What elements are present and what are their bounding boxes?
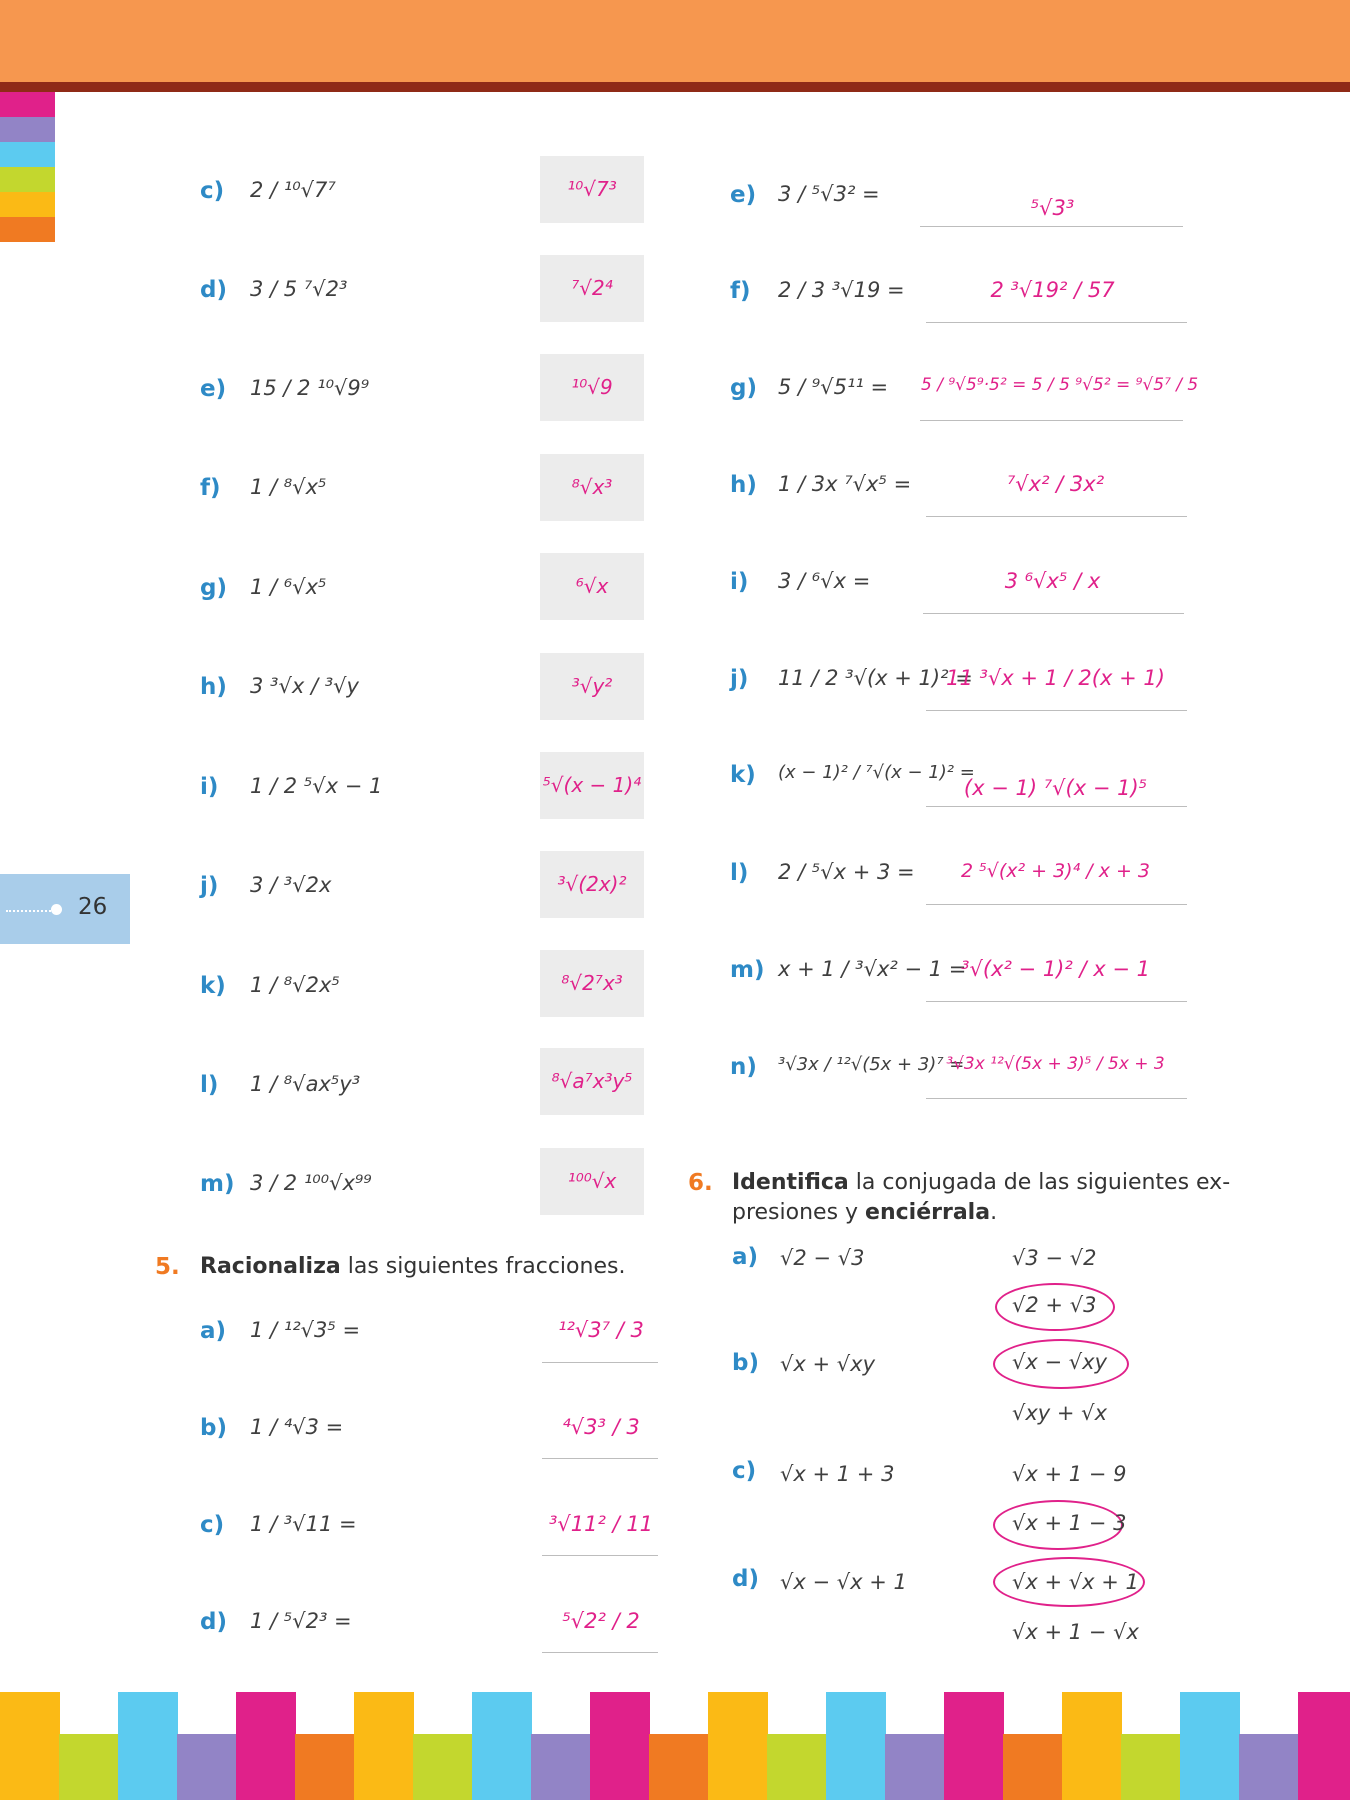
answer-value: ¹⁰√7³ [567, 177, 617, 201]
left-item-expression: 3 / 2 ¹⁰⁰√x⁹⁹ [250, 1171, 372, 1195]
page-number-tab [0, 874, 130, 944]
section-6-item-label: c) [732, 1458, 757, 1484]
bottom-color-stripes [0, 1692, 1350, 1800]
color-tabs [0, 92, 55, 242]
answer-value: ⁸√a⁷x³y⁵ [551, 1069, 633, 1093]
section-6-title-end: . [990, 1200, 998, 1225]
right-item-label: m) [730, 957, 765, 983]
answer-line [926, 1098, 1187, 1099]
left-item-label: f) [200, 475, 221, 501]
left-item-expression: 1 / ⁶√x⁵ [250, 575, 327, 599]
answer-line [926, 904, 1187, 905]
bottom-stripe [1180, 1692, 1240, 1800]
bottom-stripe [531, 1734, 591, 1800]
color-tab [0, 92, 55, 117]
left-item-label: m) [200, 1171, 235, 1197]
left-item-expression: 1 / 2 ⁵√x − 1 [250, 774, 383, 798]
bottom-stripe [944, 1692, 1004, 1800]
section-5-title-rest: las siguientes fracciones. [340, 1254, 626, 1279]
color-tab [0, 142, 55, 167]
answer-box [540, 950, 644, 1017]
left-item-expression: 3 / 5 ⁷√2³ [250, 277, 348, 301]
answer-box [540, 1148, 644, 1215]
bottom-stripe [118, 1692, 178, 1800]
conjugate-option-selected: √x + √x + 1 [1012, 1570, 1139, 1594]
bottom-stripe [826, 1692, 886, 1800]
answer-line [926, 710, 1187, 711]
answer-line [542, 1362, 658, 1363]
section-5-item-label: c) [200, 1512, 225, 1538]
answer-value: ⁵√(x − 1)⁴ [542, 773, 642, 797]
answer-box [540, 553, 644, 620]
bottom-stripe [767, 1734, 827, 1800]
right-item-label: g) [730, 375, 757, 401]
conjugate-option-selected: √x − √xy [1012, 1350, 1107, 1374]
right-item-answer: ³√3x ¹²√(5x + 3)⁵ / 5x + 3 [946, 1054, 1165, 1074]
bottom-stripe [1121, 1734, 1181, 1800]
answer-line [542, 1555, 658, 1556]
bottom-stripe [590, 1692, 650, 1800]
right-item-label: n) [730, 1054, 757, 1080]
section-6-item-expression: √2 − √3 [780, 1246, 865, 1270]
color-tab [0, 167, 55, 192]
right-item-answer: 2 ⁵√(x² + 3)⁴ / x + 3 [960, 860, 1151, 882]
right-item-expression: x + 1 / ³√x² − 1 = [778, 957, 967, 981]
page-tab-dot [51, 904, 62, 915]
right-item-expression: 3 / ⁵√3² = [778, 182, 880, 206]
answer-box [540, 156, 644, 223]
bottom-stripe [1298, 1692, 1350, 1800]
right-item-expression: 11 / 2 ³√(x + 1)² = [778, 666, 973, 690]
right-item-expression: 1 / 3x ⁷√x⁵ = [778, 472, 912, 496]
left-item-expression: 3 ³√x / ³√y [250, 674, 359, 698]
section-6-title-line-2 [732, 1200, 997, 1225]
section-5-item-answer: ³√11² / 11 [548, 1512, 654, 1536]
conjugate-option: √3 − √2 [1012, 1246, 1097, 1270]
section-5-item-answer: ⁴√3³ / 3 [562, 1415, 640, 1439]
answer-value: ⁸√2⁷x³ [561, 971, 623, 995]
answer-line [542, 1652, 658, 1653]
left-item-label: c) [200, 178, 225, 204]
conjugate-option-selected: √2 + √3 [1012, 1293, 1097, 1317]
right-item-answer: 11 ³√x + 1 / 2(x + 1) [946, 666, 1165, 690]
bottom-stripe [295, 1734, 355, 1800]
right-item-expression: 2 / 3 ³√19 = [778, 278, 905, 302]
bottom-stripe [708, 1692, 768, 1800]
bottom-stripe [472, 1692, 532, 1800]
section-6-title-line-1 [732, 1170, 1230, 1195]
right-item-expression: (x − 1)² / ⁷√(x − 1)² = [778, 762, 975, 783]
right-item-label: j) [730, 666, 749, 692]
bottom-stripe [236, 1692, 296, 1800]
section-6-title-start: presiones y [732, 1200, 866, 1225]
right-item-label: k) [730, 762, 756, 788]
right-item-answer: 3 ⁶√x⁵ / x [1004, 569, 1101, 593]
right-item-expression: 3 / ⁶√x = [778, 569, 871, 593]
right-item-answer: 2 ³√19² / 57 [990, 278, 1115, 302]
section-5-item-label: a) [200, 1318, 227, 1344]
answer-box [540, 354, 644, 421]
bottom-stripe [59, 1734, 119, 1800]
bottom-stripe [413, 1734, 473, 1800]
answer-line [920, 420, 1183, 421]
left-item-expression: 1 / ⁸√x⁵ [250, 475, 327, 499]
left-item-label: h) [200, 674, 227, 700]
section-6-item-label: b) [732, 1350, 759, 1376]
answer-box [540, 851, 644, 918]
left-item-label: l) [200, 1072, 219, 1098]
left-item-expression: 1 / ⁸√2x⁵ [250, 973, 340, 997]
color-tab [0, 217, 55, 242]
right-item-answer: 5 / ⁹√5⁹·5² = 5 / 5 ⁹√5² = ⁹√5⁷ / 5 [921, 375, 1199, 395]
right-item-label: e) [730, 182, 757, 208]
left-item-label: d) [200, 277, 227, 303]
right-item-answer: ⁵√3³ [1030, 196, 1075, 220]
answer-box [540, 653, 644, 720]
left-item-label: g) [200, 575, 227, 601]
left-item-expression: 15 / 2 ¹⁰√9⁹ [250, 376, 370, 400]
bottom-stripe [885, 1734, 945, 1800]
right-item-label: i) [730, 569, 749, 595]
answer-line [926, 806, 1187, 807]
section-6-title-rest: la conjugada de las siguientes ex- [848, 1170, 1231, 1195]
section-6-item-expression: √x − √x + 1 [780, 1570, 907, 1594]
section-6-title-bold-2: enciérrala [865, 1200, 991, 1225]
left-item-expression: 2 / ¹⁰√7⁷ [250, 178, 336, 202]
section-5-title-bold: Racionaliza [200, 1254, 341, 1279]
left-item-expression: 3 / ³√2x [250, 873, 332, 897]
bottom-stripe [177, 1734, 237, 1800]
answer-box [540, 255, 644, 322]
right-item-answer: (x − 1) ⁷√(x − 1)⁵ [963, 776, 1148, 800]
color-tab [0, 192, 55, 217]
answer-line [926, 322, 1187, 323]
section-6-item-expression: √x + 1 + 3 [780, 1462, 895, 1486]
section-5-item-expression: 1 / ⁵√2³ = [250, 1609, 352, 1633]
page-tab-dots [6, 910, 54, 912]
answer-value: ⁸√x³ [571, 475, 613, 499]
bottom-stripe [0, 1692, 60, 1800]
section-5-item-expression: 1 / ³√11 = [250, 1512, 357, 1536]
answer-line [923, 613, 1184, 614]
answer-box [540, 1048, 644, 1115]
answer-box [540, 752, 644, 819]
section-5-number: 5. [155, 1254, 180, 1280]
section-6-item-label: a) [732, 1244, 759, 1270]
section-5-item-expression: 1 / ⁴√3 = [250, 1415, 344, 1439]
section-5-title [200, 1254, 625, 1279]
answer-value: ⁷√2⁴ [571, 276, 613, 300]
conjugate-option-selected: √x + 1 − 3 [1012, 1511, 1127, 1535]
left-item-label: i) [200, 774, 219, 800]
answer-line [920, 226, 1183, 227]
left-item-label: k) [200, 973, 226, 999]
answer-box [540, 454, 644, 521]
section-6-item-expression: √x + √xy [780, 1352, 875, 1376]
section-5-item-expression: 1 / ¹²√3⁵ = [250, 1318, 361, 1342]
page-number: 26 [78, 894, 108, 920]
bottom-stripe [1239, 1734, 1299, 1800]
answer-value: ³√y² [571, 674, 613, 698]
answer-line [542, 1458, 658, 1459]
section-5-item-answer: ¹²√3⁷ / 3 [558, 1318, 644, 1342]
section-5-item-label: d) [200, 1609, 227, 1635]
right-item-answer: ⁷√x² / 3x² [1006, 472, 1105, 496]
bottom-stripe [354, 1692, 414, 1800]
section-5-item-answer: ⁵√2² / 2 [562, 1609, 640, 1633]
right-item-expression: 5 / ⁹√5¹¹ = [778, 375, 889, 399]
right-item-expression: 2 / ⁵√x + 3 = [778, 860, 915, 884]
answer-value: ³√(2x)² [557, 872, 627, 896]
section-6-number: 6. [688, 1170, 713, 1196]
right-item-label: f) [730, 278, 751, 304]
left-item-expression: 1 / ⁸√ax⁵y³ [250, 1072, 361, 1096]
left-item-label: j) [200, 873, 219, 899]
bottom-stripe [649, 1734, 709, 1800]
right-item-label: l) [730, 860, 749, 886]
color-tab [0, 117, 55, 142]
top-accent-line [0, 82, 1350, 92]
section-6-item-label: d) [732, 1566, 759, 1592]
answer-value: ¹⁰⁰√x [567, 1169, 617, 1193]
right-item-label: h) [730, 472, 757, 498]
section-5-item-label: b) [200, 1415, 227, 1441]
answer-value: ⁶√x [575, 574, 609, 598]
section-6-title-bold: Identifica [732, 1170, 849, 1195]
answer-line [926, 516, 1187, 517]
answer-line [926, 1001, 1187, 1002]
bottom-stripe [1003, 1734, 1063, 1800]
right-item-answer: ³√(x² − 1)² / x − 1 [961, 957, 1150, 981]
conjugate-option: √x + 1 − 9 [1012, 1462, 1127, 1486]
answer-value: ¹⁰√9 [571, 375, 613, 399]
conjugate-option: √xy + √x [1012, 1401, 1107, 1425]
top-color-band [0, 0, 1350, 82]
left-item-label: e) [200, 376, 227, 402]
bottom-stripe [1062, 1692, 1122, 1800]
right-item-expression: ³√3x / ¹²√(5x + 3)⁷ = [778, 1054, 965, 1075]
conjugate-option: √x + 1 − √x [1012, 1620, 1139, 1644]
